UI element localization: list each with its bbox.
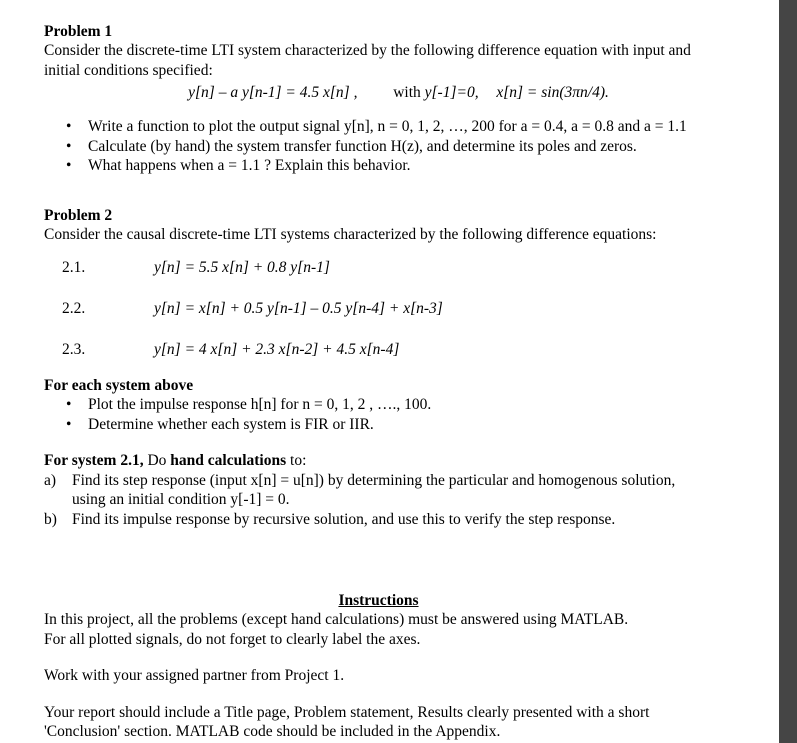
list-item xyxy=(44,471,735,510)
bullet-icon: • xyxy=(66,157,72,174)
for-each-system-heading: For each system above xyxy=(44,377,194,394)
item-a-line-1: Find its step response (input x[n] = u[n]) by determining the particular and homogenous solution, xyxy=(72,471,676,489)
list-item xyxy=(44,395,735,415)
for-system-21-heading-plain-2: to: xyxy=(286,452,307,469)
instructions-line-3: Work with your assigned partner from Project 1. xyxy=(44,667,345,684)
problem-1-equation-with-label: with xyxy=(393,84,421,101)
for-each-system-bullet-2: Determine whether each system is FIR or IIR. xyxy=(88,415,374,433)
right-panel-band xyxy=(779,0,797,743)
equation-number-2-1: 2.1. xyxy=(62,259,86,276)
problem-1-intro-line-1: Consider the discrete-time LTI system characterized by the following difference equation with input and xyxy=(44,42,691,59)
bullet-icon: • xyxy=(66,415,72,433)
problem-1-input-signal: x[n] = sin(3πn/4). xyxy=(496,84,609,101)
problem-2-heading: Problem 2 xyxy=(44,206,113,224)
item-marker-b: b) xyxy=(44,510,57,528)
problem-2-equation-row xyxy=(44,299,735,318)
item-b-line-1: Find its impulse response by recursive solution, and use this to verify the step response. xyxy=(72,510,616,528)
equation-number-2-2: 2.2. xyxy=(62,300,86,317)
problem-2-equation-row xyxy=(44,258,735,277)
item-marker-a: a) xyxy=(44,471,57,489)
list-item xyxy=(44,415,735,435)
problem-1-bullet-list xyxy=(44,117,735,176)
equation-expression-2-1: y[n] = 5.5 x[n] + 0.8 y[n-1] xyxy=(154,259,330,276)
bullet-icon: • xyxy=(66,137,72,155)
list-item xyxy=(44,117,735,137)
problem-1-equation-lhs: y[n] – a y[n-1] = 4.5 x[n] , xyxy=(188,84,358,101)
list-item xyxy=(44,510,735,530)
equation-expression-2-3: y[n] = 4 x[n] + 2.3 x[n-2] + 4.5 x[n-4] xyxy=(154,341,400,358)
problem-1-equation xyxy=(44,82,735,103)
problem-1-bullet-1: Write a function to plot the output signal y[n], n = 0, 1, 2, …, 200 for a = 0.4, a = 0.8 and a = 1.1 xyxy=(88,118,687,135)
equation-number-2-3: 2.3. xyxy=(62,341,86,358)
problem-1-bullet-3: What happens when a = 1.1 ? Explain this behavior. xyxy=(88,157,411,174)
for-system-21-heading-bold-1: For system 2.1, xyxy=(44,452,144,469)
instructions-line-4: Your report should include a Title page, Problem statement, Results clearly presented with a short xyxy=(44,703,650,721)
bullet-icon: • xyxy=(66,118,72,135)
problem-2-equation-list xyxy=(44,258,735,359)
for-system-21-heading-plain-1: Do xyxy=(143,452,171,469)
instructions-line-1: In this project, all the problems (except hand calculations) must be answered using MATLAB. xyxy=(44,611,629,628)
problem-1-initial-condition: y[-1]=0, xyxy=(424,84,479,101)
for-system-21-item-list xyxy=(44,471,735,530)
for-each-system-bullet-list xyxy=(44,395,735,434)
bullet-icon: • xyxy=(66,396,72,413)
problem-1-bullet-2: Calculate (by hand) the system transfer function H(z), and determine its poles and zeros. xyxy=(88,137,637,155)
problem-2-intro: Consider the causal discrete-time LTI systems characterized by the following difference equations: xyxy=(44,225,657,243)
for-each-system-bullet-1: Plot the impulse response h[n] for n = 0, 1, 2 , …., 100. xyxy=(88,396,432,413)
instructions-line-5: 'Conclusion' section. MATLAB code should be included in the Appendix. xyxy=(44,723,501,740)
instructions-line-2: For all plotted signals, do not forget to clearly label the axes. xyxy=(44,630,421,648)
for-system-21-heading xyxy=(44,451,735,471)
problem-1-intro-line-2: initial conditions specified: xyxy=(44,61,213,79)
instructions-title: Instructions xyxy=(338,592,419,609)
list-item xyxy=(44,156,735,176)
problem-1-heading: Problem 1 xyxy=(44,23,113,40)
list-item xyxy=(44,137,735,157)
equation-expression-2-2: y[n] = x[n] + 0.5 y[n-1] – 0.5 y[n-4] + x[n-3] xyxy=(154,300,443,317)
for-system-21-heading-bold-2: hand calculations xyxy=(170,452,287,469)
problem-2-equation-row xyxy=(44,340,735,359)
item-a-line-2: using an initial condition y[-1] = 0. xyxy=(72,491,290,508)
